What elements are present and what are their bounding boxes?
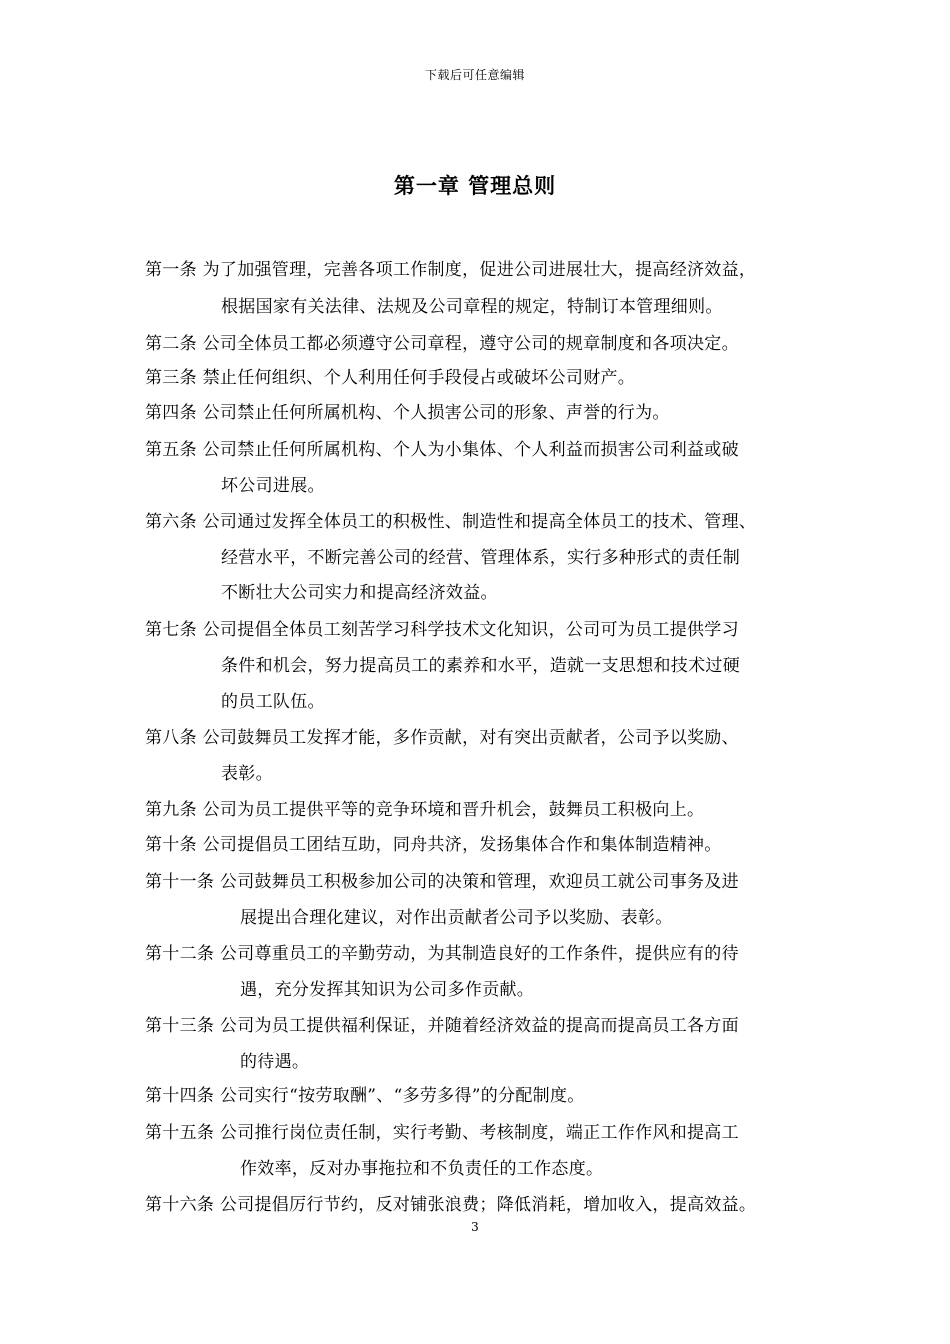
text-line: 不断壮大公司实力和提高经济效益。 (221, 583, 498, 603)
text-line: 条件和机会，努力提高员工的素养和水平，造就一支思想和技术过硬 (221, 656, 740, 676)
text-line: 第六条 公司通过发挥全体员工的积极性、制造性和提高全体员工的技术、管理、 (145, 512, 757, 532)
text-line: 经营水平，不断完善公司的经营、管理体系，实行多种形式的责任制 (221, 548, 740, 568)
text-line: 第四条 公司禁止任何所属机构、个人损害公司的形象、声誉的行为。 (145, 403, 670, 423)
text-line: 第十条 公司提倡员工团结互助，同舟共济，发扬集体合作和集体制造精神。 (145, 835, 722, 855)
text-line: 第十六条 公司提倡厉行节约，反对铺张浪费；降低消耗，增加收入，提高效益。 (145, 1195, 757, 1215)
text-line: 第八条 公司鼓舞员工发挥才能，多作贡献，对有突出贡献者，公司予以奖励、 (145, 728, 739, 748)
text-line: 第十一条 公司鼓舞员工积极参加公司的决策和管理，欢迎员工就公司事务及进 (145, 872, 739, 892)
text-line: 根据国家有关法律、法规及公司章程的规定，特制订本管理细则。 (221, 297, 723, 317)
text-line: 第十三条 公司为员工提供福利保证，并随着经济效益的提高而提高员工各方面 (145, 1016, 739, 1036)
text-line: 第三条 禁止任何组织、个人利用任何手段侵占或破坏公司财产。 (145, 368, 636, 388)
text-line: 表彰。 (221, 764, 273, 784)
page-header: 下载后可任意编辑 (424, 68, 525, 82)
text-line: 第十二条 公司尊重员工的辛勤劳动，为其制造良好的工作条件，提供应有的待 (145, 944, 739, 964)
text-line: 第十五条 公司推行岗位责任制，实行考勤、考核制度，端正工作作风和提高工 (145, 1123, 739, 1143)
text-line: 第七条 公司提倡全体员工刻苦学习科学技术文化知识，公司可为员工提供学习 (145, 620, 739, 640)
text-line: 坏公司进展。 (221, 476, 325, 496)
text-line: 作效率，反对办事拖拉和不负责任的工作态度。 (240, 1159, 604, 1179)
text-line: 遇，充分发挥其知识为公司多作贡献。 (240, 980, 535, 1000)
text-line: 展提出合理化建议，对作出贡献者公司予以奖励、表彰。 (240, 908, 673, 928)
text-line: 第二条 公司全体员工都必须遵守公司章程，遵守公司的规章制度和各项决定。 (145, 334, 739, 354)
chapter-title: 第一章 管理总则 (393, 173, 557, 198)
page-number: 3 (471, 1220, 479, 1234)
text-line: 第一条 为了加强管理，完善各项工作制度，促进公司进展壮大，提高经济效益， (145, 260, 757, 280)
text-line: 第十四条 公司实行“按劳取酬”、“多劳多得”的分配制度。 (145, 1086, 585, 1106)
text-line: 第九条 公司为员工提供平等的竞争环境和晋升机会，鼓舞员工积极向上。 (145, 800, 705, 820)
text-line: 第五条 公司禁止任何所属机构、个人为小集体、个人利益而损害公司利益或破 (145, 440, 739, 460)
text-line: 的员工队伍。 (221, 692, 325, 712)
text-line: 的待遇。 (240, 1052, 310, 1072)
